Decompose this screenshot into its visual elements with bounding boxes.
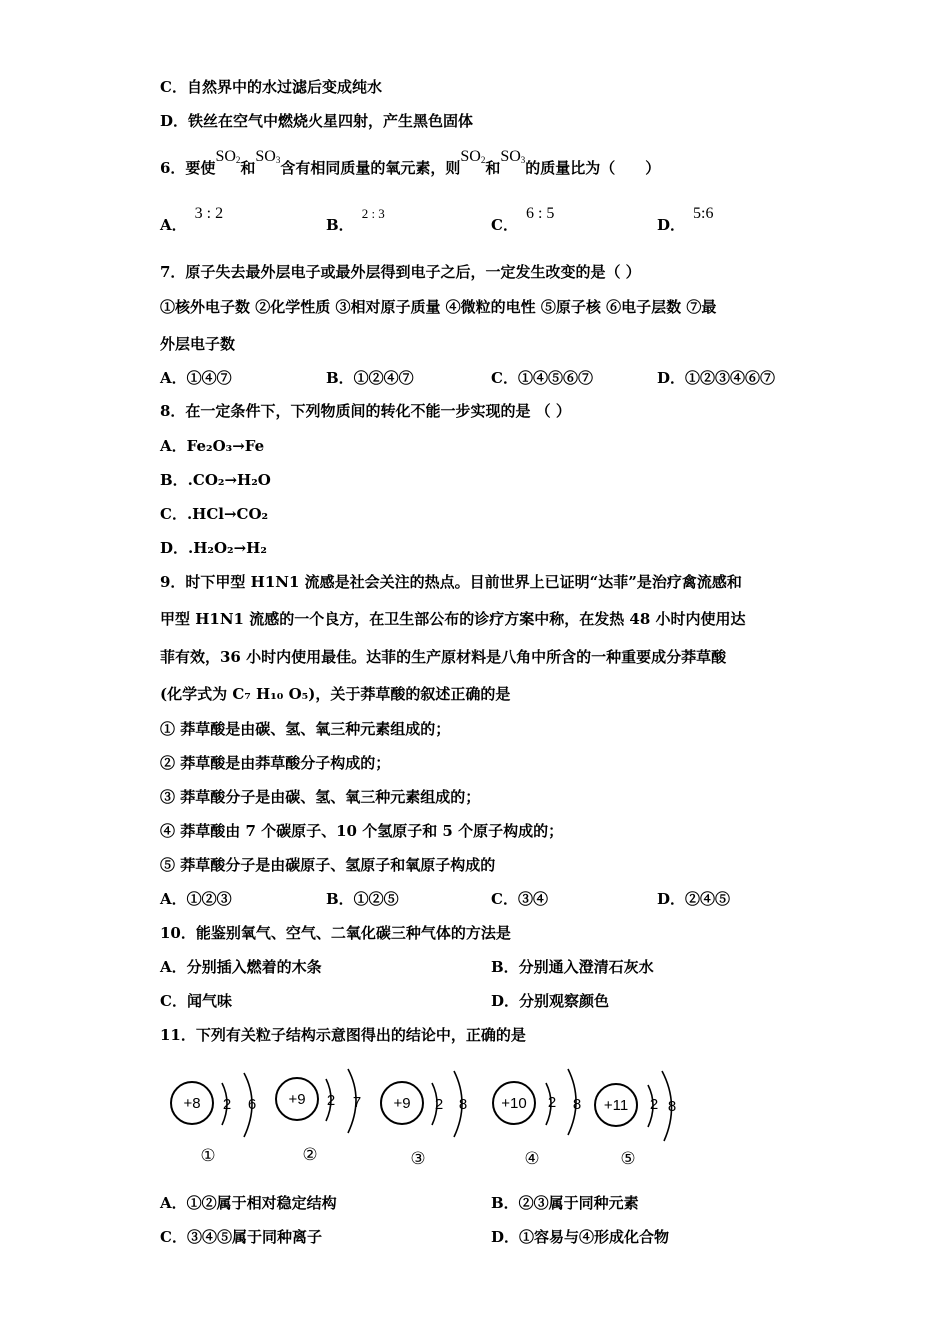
q11-option-d: D．①容易与④形成化合物 <box>491 1228 670 1246</box>
shell-1-electrons: 2 <box>649 1096 659 1113</box>
particle-label: ② <box>302 1145 318 1164</box>
shell-2-electrons: 8 <box>458 1096 468 1113</box>
q8-option-a: A．Fe₂O₃→Fe <box>160 437 265 455</box>
so2-formula: $SO_2$ <box>460 148 486 165</box>
q7-option-c: C．①④⑤⑥⑦ <box>491 369 593 387</box>
q7-option-b: B．①②④⑦ <box>326 369 414 387</box>
shell-1-electrons: 2 <box>434 1096 444 1113</box>
nucleus-charge: +9 <box>393 1095 411 1112</box>
q6-option-a: A．3 : 2 <box>160 205 224 234</box>
q9-option-d: D．②④⑤ <box>657 890 731 908</box>
q10-option-a: A．分别插入燃着的木条 <box>160 958 322 976</box>
q6-option-d: D．5:6 <box>657 205 714 234</box>
so3-formula: $SO_3$ <box>255 148 281 165</box>
q10-option-c: C．闻气味 <box>160 992 232 1010</box>
so2-formula: $SO_2$ <box>215 148 241 165</box>
shell-2-electrons: 8 <box>572 1096 582 1113</box>
q5-option-d: D．铁丝在空气中燃烧火星四射，产生黑色固体 <box>160 112 474 130</box>
q9-statement-3: ③ 莽草酸分子是由碳、氢、氧三种元素组成的； <box>160 788 481 806</box>
q11-option-a: A．①②属于相对稳定结构 <box>160 1194 337 1212</box>
shell-1-electrons: 2 <box>326 1092 336 1109</box>
particle-2 <box>276 1069 361 1164</box>
q8-option-b: B．.CO₂→H₂O <box>160 471 271 489</box>
so3-formula: $SO_3$ <box>500 148 526 165</box>
particle-label: ① <box>200 1146 216 1165</box>
q9-stem-line1: 9．时下甲型 H1N1 流感是社会关注的热点。目前世界上已证明“达菲”是治疗禽流感和 <box>160 573 742 591</box>
q10-stem: 10．能鉴别氧气、空气、二氧化碳三种气体的方法是 <box>160 924 511 942</box>
q10-option-d: D．分别观察颜色 <box>491 992 610 1010</box>
shell-2-electrons: 7 <box>352 1094 362 1111</box>
particle-4 <box>493 1069 581 1168</box>
nucleus-charge: +11 <box>603 1097 629 1114</box>
q8-option-c: C．.HCl→CO₂ <box>160 505 269 523</box>
q6-stem: 6．要使$SO_2$和$SO_3$含有相同质量的氧元素，则$SO_2$和$SO_3$的质量比为（ ） <box>160 148 661 177</box>
q9-option-b: B．①②⑤ <box>326 890 399 908</box>
q11-stem: 11．下列有关粒子结构示意图得出的结论中，正确的是 <box>160 1026 526 1044</box>
q6-option-b: B．2 : 3 <box>326 206 385 234</box>
q8-option-d: D．.H₂O₂→H₂ <box>160 539 267 557</box>
q9-statement-5: ⑤ 莽草酸分子是由碳原子、氢原子和氧原子构成的 <box>160 856 496 874</box>
q9-option-a: A．①②③ <box>160 890 232 908</box>
q7-option-a: A．①④⑦ <box>160 369 232 387</box>
q7-stem: 7．原子失去最外层电子或最外层得到电子之后，一定发生改变的是（ ） <box>160 263 641 281</box>
q9-stem-line2: 甲型 H1N1 流感的一个良方，在卫生部公布的诊疗方案中称，在发热 48 小时内使用达 <box>160 610 746 628</box>
particle-structure-diagrams <box>160 1065 700 1175</box>
q9-statement-1: ① 莽草酸是由碳、氢、氧三种元素组成的； <box>160 720 451 738</box>
q7-option-d: D．①②③④⑥⑦ <box>657 369 776 387</box>
shell-2-electrons: 8 <box>667 1098 677 1115</box>
q9-stem-line4: (化学式为 C₇ H₁₀ O₅)，关于莽草酸的叙述正确的是 <box>160 685 511 703</box>
q9-statement-2: ② 莽草酸是由莽草酸分子构成的； <box>160 754 391 772</box>
q7-items-line1: ①核外电子数 ②化学性质 ③相对原子质量 ④微粒的电性 ⑤原子核 ⑥电子层数 ⑦最 <box>160 298 717 316</box>
particle-label: ③ <box>410 1149 426 1168</box>
q11-option-c: C．③④⑤属于同种离子 <box>160 1228 322 1246</box>
shell-2-electrons: 6 <box>247 1096 257 1113</box>
q9-stem-line3: 菲有效，36 小时内使用最佳。达菲的生产原材料是八角中所含的一种重要成分莽草酸 <box>160 648 727 666</box>
q11-option-b: B．②③属于同种元素 <box>491 1194 639 1212</box>
particle-5 <box>595 1071 676 1168</box>
q6-option-c: C．6 : 5 <box>491 205 555 234</box>
shell-1-electrons: 2 <box>547 1094 557 1111</box>
shell-1-electrons: 2 <box>222 1096 232 1113</box>
particle-1 <box>171 1073 256 1165</box>
nucleus-charge: +9 <box>288 1091 306 1108</box>
particle-label: ④ <box>524 1149 540 1168</box>
nucleus-charge: +10 <box>501 1095 527 1112</box>
q9-statement-4: ④ 莽草酸由 7 个碳原子、10 个氢原子和 5 个原子构成的； <box>160 822 564 840</box>
particle-3 <box>381 1071 467 1168</box>
particle-label: ⑤ <box>620 1149 636 1168</box>
q8-stem: 8．在一定条件下，下列物质间的转化不能一步实现的是 （ ） <box>160 402 571 420</box>
q7-items-line2: 外层电子数 <box>160 335 236 353</box>
q10-option-b: B．分别通入澄清石灰水 <box>491 958 654 976</box>
q9-option-c: C．③④ <box>491 890 548 908</box>
nucleus-charge: +8 <box>183 1095 201 1112</box>
q5-option-c: C．自然界中的水过滤后变成纯水 <box>160 78 382 96</box>
